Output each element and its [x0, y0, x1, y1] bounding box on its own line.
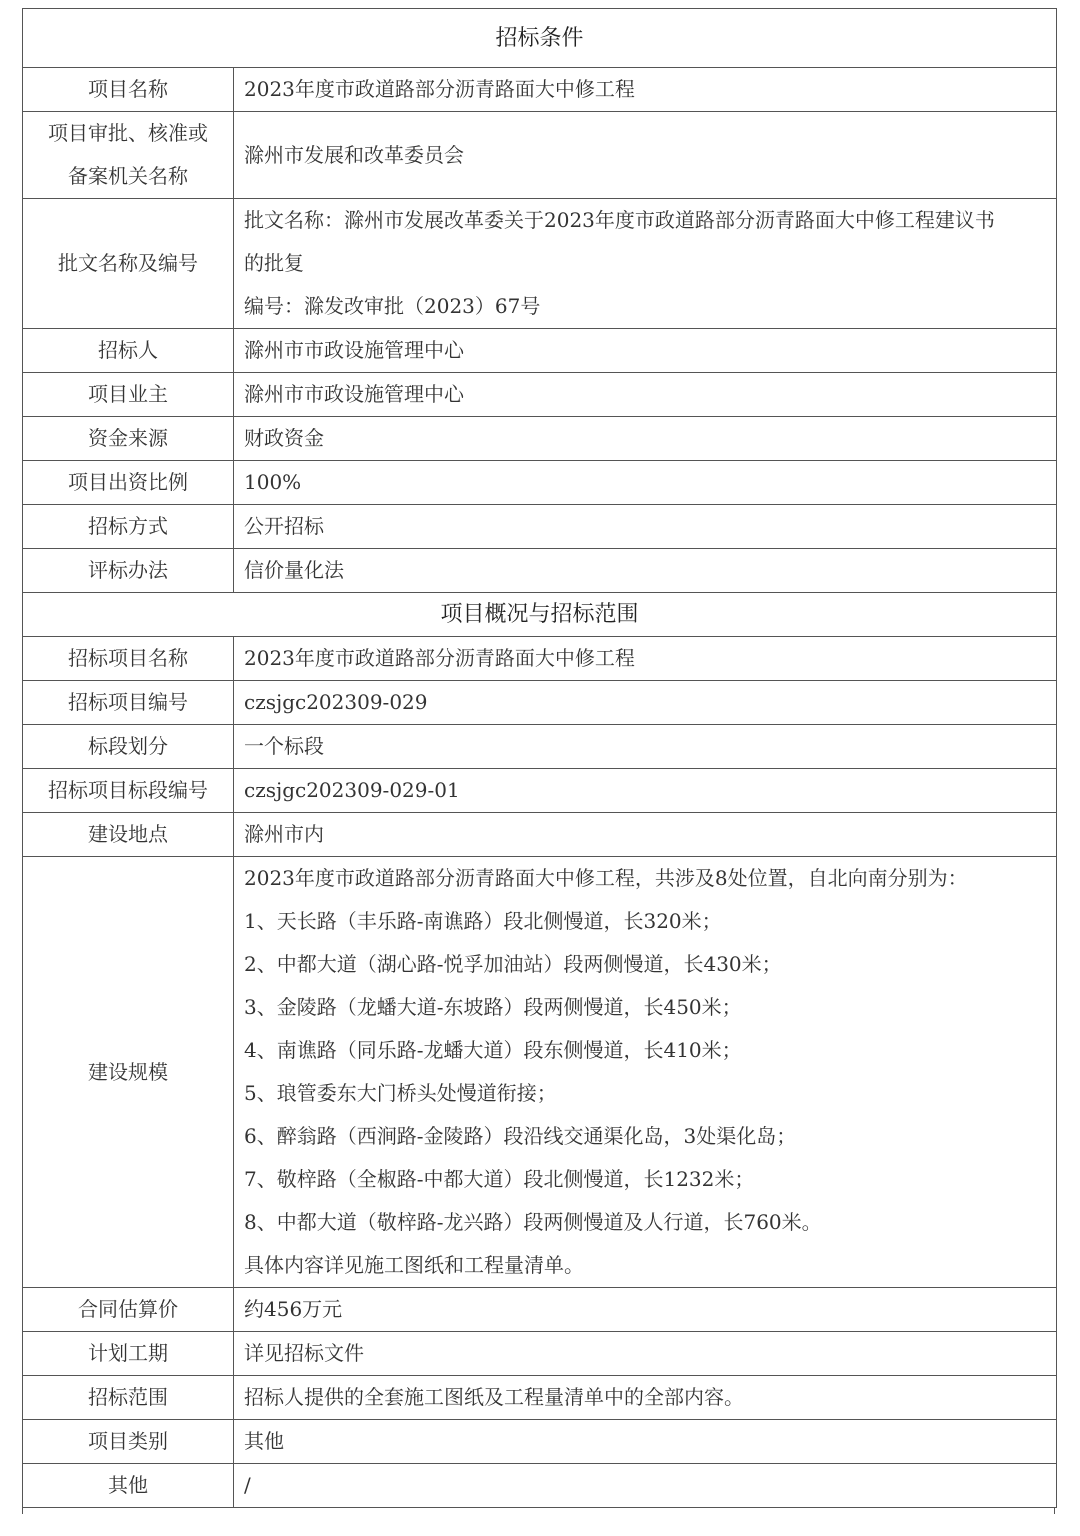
section-title-bidding-conditions: 招标条件	[23, 9, 1057, 68]
table-row	[23, 1376, 1057, 1420]
row-label: 项目出资比例	[23, 461, 234, 505]
row-value: 滁州市市政设施管理中心	[234, 329, 1057, 373]
row-value: 其他	[234, 1420, 1057, 1464]
row-label: 标段划分	[23, 725, 234, 769]
row-value: 约456万元	[234, 1288, 1057, 1332]
row-value: czsjgc202309-029	[234, 681, 1057, 725]
table-row	[23, 417, 1057, 461]
row-value	[234, 199, 1057, 329]
table-row	[23, 68, 1057, 112]
value-line: 的批复	[244, 251, 304, 275]
row-value: 2023年度市政道路部分沥青路面大中修工程	[234, 68, 1057, 112]
scale-line: 4、南谯路（同乐路-龙蟠大道）段东侧慢道，长410米；	[244, 1038, 742, 1062]
row-label	[23, 112, 234, 199]
table-row	[23, 461, 1057, 505]
row-value: 100%	[234, 461, 1057, 505]
bidding-announcement-document	[22, 8, 1056, 1514]
table-row	[23, 373, 1057, 417]
row-label: 项目名称	[23, 68, 234, 112]
value-line: 编号：滁发改审批（2023）67号	[244, 294, 541, 318]
row-label: 建设规模	[23, 857, 234, 1288]
section-title-project-overview: 项目概况与招标范围	[23, 593, 1057, 637]
row-value: 公开招标	[234, 505, 1057, 549]
table-row	[23, 813, 1057, 857]
row-label: 招标方式	[23, 505, 234, 549]
row-value: 信价量化法	[234, 549, 1057, 593]
row-value: /	[234, 1464, 1057, 1508]
row-label: 批文名称及编号	[23, 199, 234, 329]
scale-line: 5、琅管委东大门桥头处慢道衔接；	[244, 1081, 557, 1105]
table-row	[23, 329, 1057, 373]
row-label-line: 备案机关名称	[68, 164, 188, 188]
bidding-info-table	[22, 8, 1057, 1508]
row-label-line: 项目审批、核准或	[48, 121, 208, 145]
row-label: 资金来源	[23, 417, 234, 461]
row-label: 合同估算价	[23, 1288, 234, 1332]
table-row	[23, 725, 1057, 769]
row-label: 招标项目标段编号	[23, 769, 234, 813]
row-label: 项目类别	[23, 1420, 234, 1464]
table-row	[23, 637, 1057, 681]
table-row	[23, 681, 1057, 725]
row-label: 其他	[23, 1464, 234, 1508]
value-line: 批文名称：滁州市发展改革委关于2023年度市政道路部分沥青路面大中修工程建议书	[244, 208, 995, 232]
row-label: 评标办法	[23, 549, 234, 593]
table-row	[23, 112, 1057, 199]
row-value: 财政资金	[234, 417, 1057, 461]
row-label: 招标项目编号	[23, 681, 234, 725]
table-row	[23, 769, 1057, 813]
row-label: 计划工期	[23, 1332, 234, 1376]
table-row	[23, 549, 1057, 593]
row-value: 招标人提供的全套施工图纸及工程量清单中的全部内容。	[234, 1376, 1057, 1420]
row-value: 2023年度市政道路部分沥青路面大中修工程	[234, 637, 1057, 681]
table-row	[23, 505, 1057, 549]
row-label: 招标项目名称	[23, 637, 234, 681]
row-value: 滁州市发展和改革委员会	[234, 112, 1057, 199]
row-label: 建设地点	[23, 813, 234, 857]
row-value: 滁州市内	[234, 813, 1057, 857]
scale-line: 6、醉翁路（西涧路-金陵路）段沿线交通渠化岛，3处渠化岛；	[244, 1124, 797, 1148]
row-value: 一个标段	[234, 725, 1057, 769]
table-row	[23, 857, 1057, 1288]
row-label: 招标范围	[23, 1376, 234, 1420]
scale-line: 8、中都大道（敬梓路-龙兴路）段两侧慢道及人行道，长760米。	[244, 1210, 822, 1234]
row-value: 详见招标文件	[234, 1332, 1057, 1376]
scale-line: 1、天长路（丰乐路-南谯路）段北侧慢道，长320米；	[244, 909, 722, 933]
table-row	[23, 1420, 1057, 1464]
scale-line: 2、中都大道（湖心路-悦孚加油站）段两侧慢道，长430米；	[244, 952, 782, 976]
row-label: 项目业主	[23, 373, 234, 417]
scale-line: 2023年度市政道路部分沥青路面大中修工程，共涉及8处位置，自北向南分别为：	[244, 866, 968, 890]
row-label: 招标人	[23, 329, 234, 373]
scale-line: 3、金陵路（龙蟠大道-东坡路）段两侧慢道，长450米；	[244, 995, 742, 1019]
table-row	[23, 199, 1057, 329]
row-value: czsjgc202309-029-01	[234, 769, 1057, 813]
table-row	[23, 1332, 1057, 1376]
row-value-construction-scale	[234, 857, 1057, 1288]
table-row	[23, 1288, 1057, 1332]
scale-line: 7、敬梓路（全椒路-中都大道）段北侧慢道，长1232米；	[244, 1167, 755, 1191]
scale-line: 具体内容详见施工图纸和工程量清单。	[244, 1253, 584, 1277]
row-value: 滁州市市政设施管理中心	[234, 373, 1057, 417]
table-continuation-edge	[22, 1508, 1055, 1514]
table-row	[23, 1464, 1057, 1508]
